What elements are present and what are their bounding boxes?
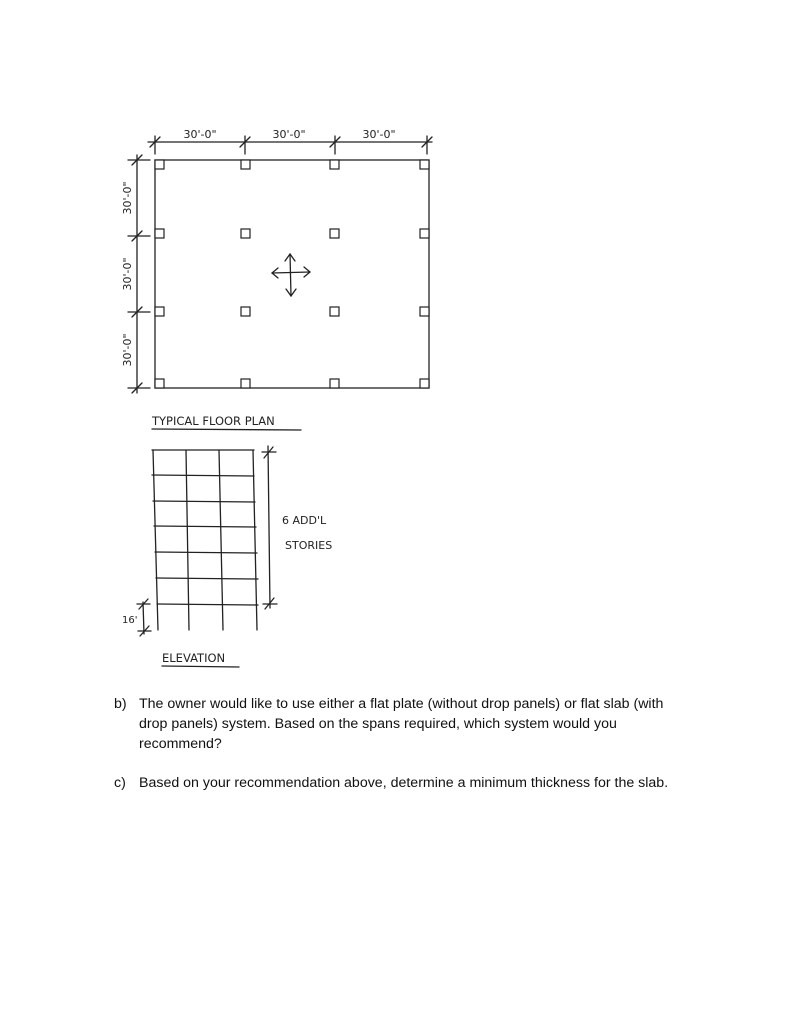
column <box>241 160 250 169</box>
story-height-label: 16' <box>122 615 138 626</box>
top-dim-2: 30'-0" <box>272 128 306 141</box>
stories-label-line1: 6 ADD'L <box>282 514 327 527</box>
column <box>155 307 164 316</box>
elevation-title: ELEVATION <box>162 651 226 665</box>
elevation-title-underline <box>162 666 239 667</box>
column <box>241 379 250 388</box>
column <box>241 229 250 238</box>
column <box>330 160 339 169</box>
plan-title-underline <box>152 429 301 430</box>
column <box>420 379 429 388</box>
column <box>420 160 429 169</box>
column <box>330 229 339 238</box>
side-dim-1: 30'-0" <box>121 181 134 215</box>
floor-plan <box>121 128 432 430</box>
question-text: The owner would like to use either a flat plate (without drop panels) or flat slab (with drop panels) system. Based on the spans required, which system would you recommend? <box>139 696 664 752</box>
elevation <box>122 446 332 667</box>
column <box>241 307 250 316</box>
question-label: c) <box>114 775 126 791</box>
top-dim-3: 30'-0" <box>362 128 396 141</box>
question-label: b) <box>114 696 127 712</box>
column <box>420 229 429 238</box>
column <box>330 379 339 388</box>
column <box>155 229 164 238</box>
question-b <box>114 694 674 754</box>
column <box>420 307 429 316</box>
top-dim-1: 30'-0" <box>183 128 217 141</box>
side-dim-3: 30'-0" <box>121 333 134 367</box>
side-dim-2: 30'-0" <box>121 257 134 291</box>
slab-outline <box>155 160 429 388</box>
column <box>330 307 339 316</box>
direction-arrow-icon <box>272 254 310 296</box>
question-text: Based on your recommendation above, determine a minimum thickness for the slab. <box>139 775 669 791</box>
column <box>155 160 164 169</box>
plan-title: TYPICAL FLOOR PLAN <box>152 414 275 428</box>
column <box>155 379 164 388</box>
question-c <box>114 773 674 793</box>
question-list <box>114 694 674 793</box>
stories-label-line2: STORIES <box>285 539 333 552</box>
